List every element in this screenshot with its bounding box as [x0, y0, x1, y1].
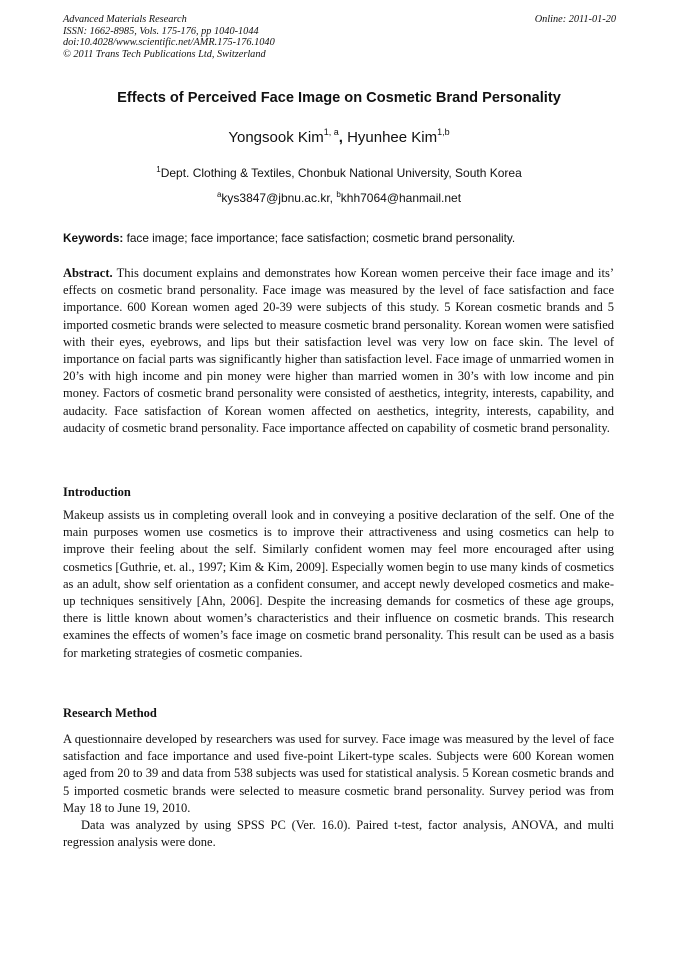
affiliation-sup: 1 [156, 165, 161, 174]
email-line [0, 191, 678, 205]
research-method-heading: Research Method [63, 706, 157, 720]
research-method-section [63, 731, 614, 851]
paper-title: Effects of Perceived Face Image on Cosmetic Brand Personality [117, 90, 561, 106]
issn-line: ISSN: 1662-8985, Vols. 175-176, pp 1040-1044 [63, 25, 259, 37]
keywords-text: face image; face importance; face satisfaction; cosmetic brand personality. [126, 231, 516, 245]
email-b-sup: b [336, 190, 341, 199]
author-2-sup: 1,b [437, 127, 450, 137]
author-2: Hyunhee Kim [347, 129, 438, 146]
author-separator: , [338, 129, 343, 146]
abstract-label: Abstract. [63, 266, 113, 280]
author-1: Yongsook Kim [228, 129, 324, 146]
journal-header [63, 14, 616, 60]
introduction-text: Makeup assists us in completing overall look and in conveying a positive declaration of the self. One of the main purposes women use cosmetics is to improve their attractiveness and using cosmetics can help to improve their feeling about the self. Similarly confident women may feel more encouraged after using cosmetics [Guthrie, et. al., 1997; Kim & Kim, 2009]. Especially women begin to use many kinds of cosmetics as an adult, show self orientation as a confident consumer, and accept newly developed cosmetics and make-up techniques sensitively [Ahn, 2006]. Despite the increasing demands for cosmetics of these age groups, there is little known about women’s characteristics and their influence on cosmetic brands. This research examines the effects of women’s face image on cosmetic brand personality. This result can be used as a basis for marketing strategies of cosmetic companies. [63, 508, 614, 660]
copyright-line: © 2011 Trans Tech Publications Ltd, Switzerland [63, 48, 266, 60]
research-method-para-2: Data was analyzed by using SPSS PC (Ver. 16.0). Paired t-test, factor analysis, ANOVA, and multi regression analysis were done. [63, 818, 614, 850]
online-date: Online: 2011-01-20 [534, 14, 616, 25]
email-a-sup: a [216, 190, 222, 199]
research-method-para-1: A questionnaire developed by researchers was used for survey. Face image was measured by the level of face satisfaction and face importance and used five-point Likert-type scales. Subjects were 600 Korean women aged from 20 to 39 and data from 538 subjects was used for statistical analysis. 5 Korean cosmetic brands and 5 imported cosmetic brands were selected to measure cosmetic brand personality. Survey period was from May 18 to June 19, 2010. [63, 732, 614, 815]
abstract-text: This document explains and demonstrates how Korean women perceive their face image and its’ effects on cosmetic brand personality. Face image was measured by the level of face satisfaction and face importance. 600 Korean women aged 20-39 were subjects of this study. 5 Korean cosmetic brands and 5 imported cosmetic brands were selected to measure cosmetic brand personality. Korean women were satisfied with their eyes, eyebrows, and lips but their satisfaction level was very low on face skin. The level of importance on facial parts was significantly higher than satisfaction level. Face image of unmarried women in 20’s with high income and pin money were higher than married women in 30’s with low income and pin money. Factors of cosmetic brand personality were consisted of aesthetics, integrity, interests, capability, and audacity. Face satisfaction of Korean women affected on aesthetics, integrity, interests, capability, and audacity of cosmetic brand personality. Face importance affected on capability of cosmetic brand personality. [63, 266, 614, 435]
doi-line: doi:10.4028/www.scientific.net/AMR.175-176.1040 [63, 37, 275, 49]
keywords [63, 231, 616, 245]
introduction-heading: Introduction [63, 485, 131, 499]
keywords-label: Keywords: [63, 231, 124, 245]
email-b[interactable]: khh7064@hanmail.net [340, 191, 462, 205]
affiliation-text: Dept. Clothing & Textiles, Chonbuk National University, South Korea [160, 166, 522, 180]
email-a[interactable]: kys3847@jbnu.ac.kr, [221, 191, 333, 205]
affiliation [0, 166, 678, 180]
journal-name: Advanced Materials Research [63, 14, 187, 25]
author-line [0, 129, 678, 146]
author-1-sup: 1, a [323, 127, 339, 137]
abstract [63, 265, 614, 437]
